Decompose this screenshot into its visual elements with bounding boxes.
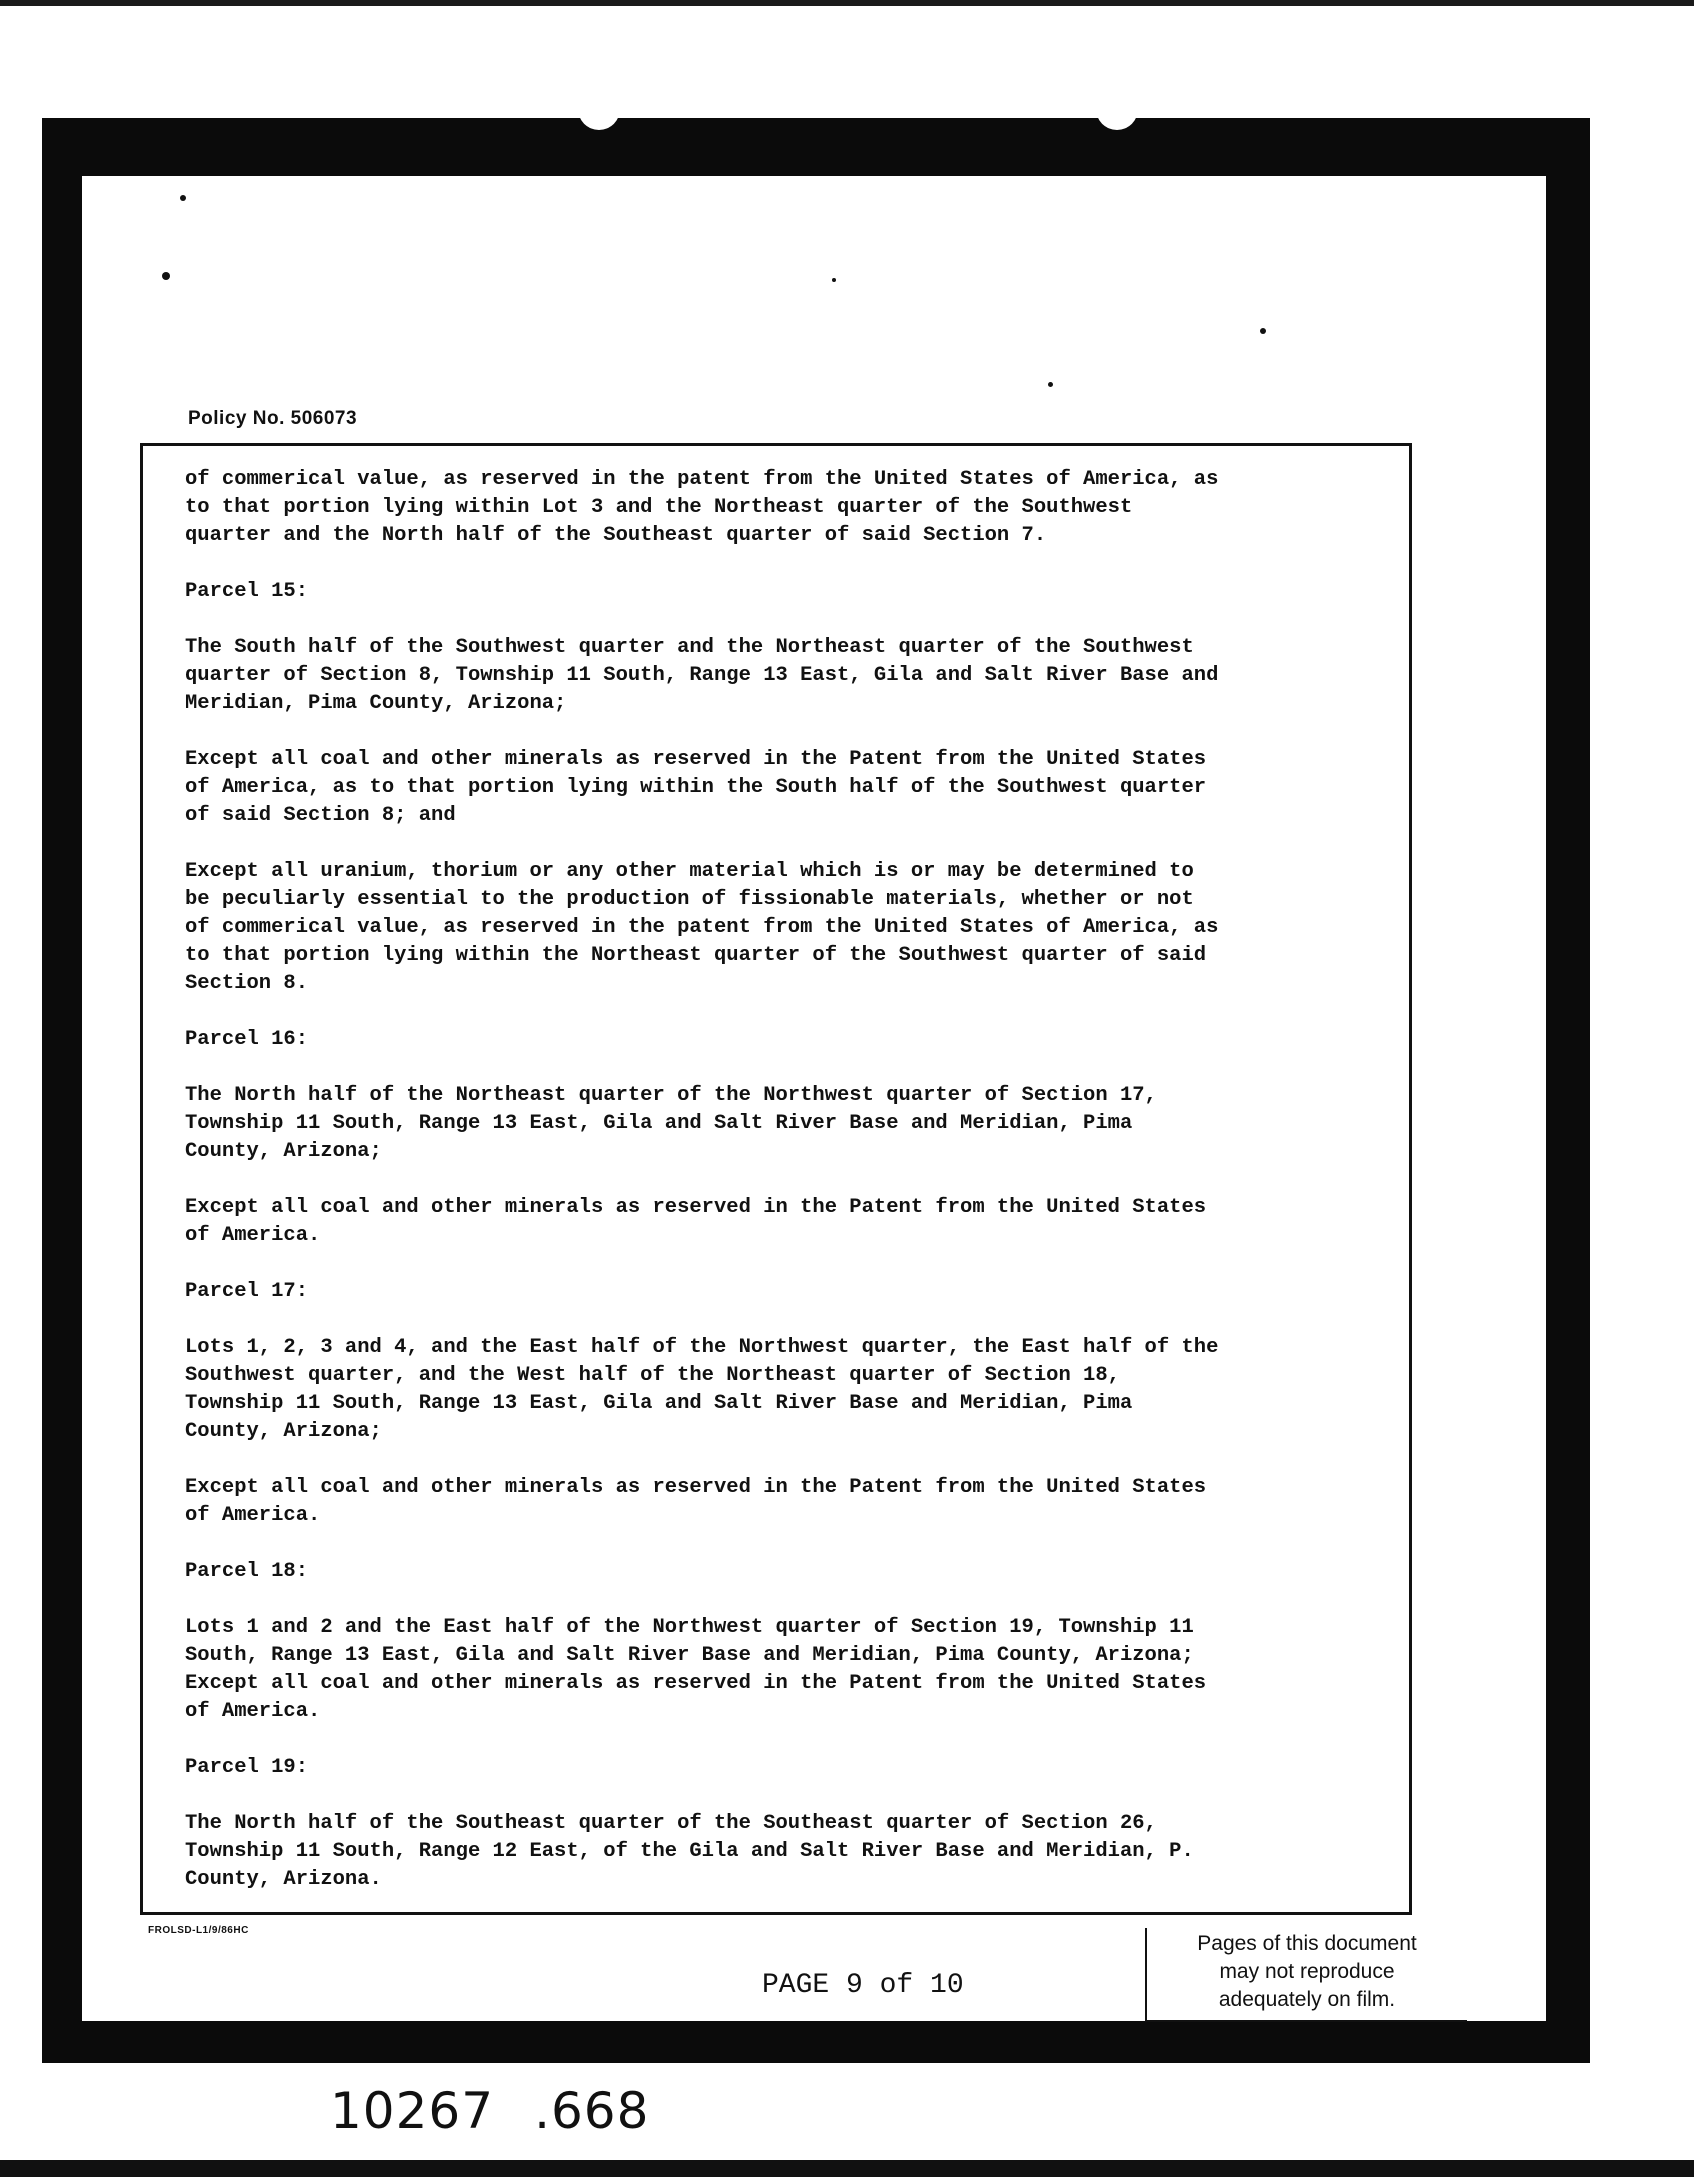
film-number [330, 2082, 649, 2140]
dust-speck [162, 272, 170, 280]
parcel-heading: Parcel 15: [185, 580, 309, 603]
legal-description-box [140, 443, 1412, 1915]
policy-number: Policy No. 506073 [188, 408, 358, 429]
paragraph: Except all coal and other minerals as reserved in the Patent from the United States of America, as to that portion lying within the South half of the Southwest quarter of said Section 8; and [185, 748, 1207, 827]
parcel-heading: Parcel 19: [185, 1756, 309, 1779]
dust-speck [832, 278, 836, 282]
paragraph: of commerical value, as reserved in the patent from the United States of America, as to that portion lying within Lot 3 and the Northeast quarter of the Southwest quarter and the North half of the Southeast quarter of said Section 7. [185, 468, 1219, 547]
film-notice-line: may not reproduce [1219, 1960, 1395, 1983]
paragraph: Except all uranium, thorium or any other material which is or may be determined to be peculiarly essential to the production of fissionable materials, whether or not of commerical value, as reserved in the patent from the United States of America, as to that portion lying within the Northeast quarter of the Southwest quarter of said Section 8. [185, 860, 1219, 995]
parcel-heading: Parcel 16: [185, 1028, 309, 1051]
parcel-heading: Parcel 17: [185, 1280, 309, 1303]
paragraph: Except all coal and other minerals as reserved in the Patent from the United States of America. [185, 1196, 1207, 1247]
paragraph: The South half of the Southwest quarter and the Northeast quarter of the Southwest quarter of Section 8, Township 11 South, Range 13 East, Gila and Salt River Base and Meridian, Pima County, Arizona; [185, 636, 1219, 715]
paragraph: The North half of the Northeast quarter of the Northwest quarter of Section 17, Township 11 South, Range 13 East, Gila and Salt River Base and Meridian, Pima County, Arizona; [185, 1084, 1157, 1163]
legal-description-text [185, 466, 1385, 1922]
page-number: PAGE 9 of 10 [762, 1970, 964, 2001]
film-notice-line: adequately on film. [1218, 1988, 1396, 2011]
form-code: FROLSD-L1/9/86HC [148, 1925, 249, 1936]
paragraph: Lots 1, 2, 3 and 4, and the East half of the Northwest quarter, the East half of the Southwest quarter, and the West half of the Northeast quarter of Section 18, Township 11 South, Range 13 East, Gila and Salt River Base and Meridian, Pima County, Arizona; [185, 1336, 1219, 1443]
film-number-part: 10267 [330, 2082, 495, 2140]
scan-edge-top [0, 0, 1694, 6]
dust-speck [180, 195, 186, 201]
film-number-part: .668 [534, 2082, 650, 2140]
dust-speck [1260, 328, 1266, 334]
paragraph: Lots 1 and 2 and the East half of the Northwest quarter of Section 19, Township 11 South, Range 13 East, Gila and Salt River Base and Meridian, Pima County, Arizona; Except all coal and other minerals as reserved in the Patent from the United States of America. [185, 1616, 1207, 1723]
paragraph: Except all coal and other minerals as reserved in the Patent from the United States of America. [185, 1476, 1207, 1527]
scan-edge-bottom [0, 2160, 1694, 2177]
dust-speck [1048, 382, 1053, 387]
parcel-heading: Parcel 18: [185, 1560, 309, 1583]
film-notice-line: Pages of this document [1197, 1932, 1417, 1955]
paragraph: The North half of the Southeast quarter of the Southeast quarter of Section 26, Township 11 South, Range 12 East, of the Gila and Salt River Base and Meridian, P. County, Arizona. [185, 1812, 1194, 1891]
film-notice [1145, 1928, 1467, 2022]
